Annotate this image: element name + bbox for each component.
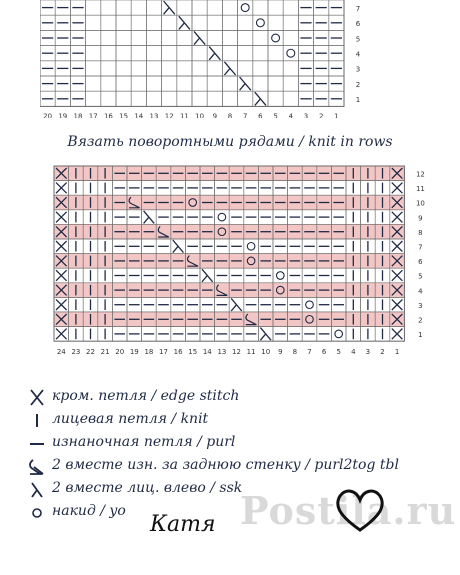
col-number: 1 <box>394 348 400 357</box>
legend-text: лицевая петля / knit <box>52 411 209 427</box>
legend-text: изнаночная петля / purl <box>52 434 236 450</box>
legend-row-knit <box>26 409 446 432</box>
edge-stitch-symbol <box>56 212 67 223</box>
row-number: 12 <box>415 170 425 179</box>
watermark: Postila.ru <box>240 488 457 533</box>
top-col-number: 5 <box>273 112 278 118</box>
col-number: 23 <box>71 348 81 357</box>
col-number: 3 <box>365 348 371 357</box>
ssk-symbol <box>231 298 242 311</box>
col-number: 22 <box>86 348 95 357</box>
edge-stitch-icon <box>26 386 48 409</box>
legend-row-edge-stitch <box>26 386 446 409</box>
heart-icon <box>330 486 390 536</box>
top-col-number: 15 <box>119 112 129 118</box>
top-chart <box>40 0 420 118</box>
ssk-symbol <box>173 240 184 253</box>
yo-icon <box>26 501 48 524</box>
ssk-icon <box>26 478 48 501</box>
row-number: 3 <box>418 301 423 310</box>
col-number: 6 <box>321 348 327 357</box>
grid-cell <box>302 297 317 312</box>
edge-stitch-symbol <box>392 299 403 310</box>
signature: Катя <box>150 512 216 537</box>
col-number: 18 <box>144 348 154 357</box>
top-col-number: 13 <box>149 112 159 118</box>
top-col-number: 2 <box>318 112 324 118</box>
top-row-number: 5 <box>355 35 361 44</box>
yo-symbol <box>218 213 226 221</box>
top-row-number: 1 <box>355 96 361 105</box>
top-col-number: 1 <box>334 112 339 118</box>
col-number: 17 <box>159 348 168 357</box>
ssk-symbol <box>260 328 271 341</box>
edge-stitch-symbol <box>56 241 67 252</box>
col-number: 12 <box>232 348 241 357</box>
col-number: 16 <box>173 348 183 357</box>
col-number: 5 <box>336 348 341 357</box>
legend-text: кром. петля / edge stitch <box>52 388 240 404</box>
legend-text: накид / yo <box>52 503 126 519</box>
top-col-number: 6 <box>258 112 263 118</box>
edge-stitch-symbol <box>392 183 403 194</box>
top-col-number: 10 <box>195 112 205 118</box>
row-number: 5 <box>418 272 423 281</box>
edge-stitch-symbol <box>56 183 67 194</box>
col-number: 21 <box>100 348 110 357</box>
edge-stitch-symbol <box>56 299 67 310</box>
col-number: 24 <box>56 348 66 357</box>
yo-symbol <box>277 272 285 280</box>
top-row-number: 6 <box>355 20 361 29</box>
col-number: 9 <box>278 348 283 357</box>
edge-stitch-symbol <box>56 270 67 281</box>
top-col-number: 20 <box>43 112 53 118</box>
top-row-number: 2 <box>355 80 361 89</box>
row-number: 2 <box>418 316 423 325</box>
chart-caption: Вязать поворотными рядами / knit in rows <box>67 134 393 150</box>
col-number: 10 <box>261 348 271 357</box>
top-col-number: 3 <box>303 112 309 118</box>
yo-symbol <box>335 330 343 338</box>
top-col-number: 17 <box>88 112 98 118</box>
purl2tog-tbl-icon <box>26 455 48 478</box>
top-col-number: 11 <box>179 112 189 118</box>
row-number: 10 <box>415 199 425 208</box>
col-number: 15 <box>188 348 198 357</box>
col-number: 19 <box>129 348 139 357</box>
col-number: 11 <box>246 348 256 357</box>
row-number: 7 <box>418 243 423 252</box>
row-number: 6 <box>418 258 423 267</box>
grid-cell <box>215 210 230 225</box>
edge-stitch-symbol <box>56 329 67 340</box>
col-number: 7 <box>307 348 312 357</box>
legend-row-purl <box>26 432 446 455</box>
grid-cell <box>331 327 346 342</box>
top-col-number: 7 <box>242 112 248 118</box>
edge-stitch-symbol <box>392 270 403 281</box>
legend-text: 2 вместе лиц. влево / ssk <box>52 480 243 496</box>
purl-icon <box>26 432 48 455</box>
top-col-number: 12 <box>164 112 174 118</box>
edge-stitch-symbol <box>392 241 403 252</box>
top-col-number: 16 <box>103 112 113 118</box>
ssk-symbol <box>144 211 155 224</box>
top-row-number: 4 <box>355 50 361 59</box>
grid-cell <box>273 268 288 283</box>
col-number: 20 <box>115 348 125 357</box>
top-col-number: 4 <box>288 112 294 118</box>
row-number: 1 <box>418 331 423 340</box>
top-row-number: 3 <box>355 65 361 74</box>
row-number: 8 <box>418 228 423 237</box>
top-row-number: 7 <box>355 4 361 13</box>
edge-stitch-symbol <box>392 329 403 340</box>
yo-symbol <box>306 301 314 309</box>
bottom-chart <box>40 162 440 364</box>
yo-symbol <box>247 243 255 251</box>
row-number: 4 <box>418 287 423 296</box>
row-number: 11 <box>415 185 425 194</box>
row-number: 9 <box>418 214 423 223</box>
knit-icon <box>26 409 48 432</box>
top-col-number: 14 <box>134 112 144 118</box>
col-number: 14 <box>202 348 212 357</box>
legend-text: 2 вместе изн. за заднюю стенку / purl2tog tbl <box>52 457 399 473</box>
col-number: 2 <box>380 348 385 357</box>
col-number: 13 <box>217 348 227 357</box>
edge-stitch-symbol <box>392 212 403 223</box>
legend-row-purl2tog-tbl <box>26 455 446 478</box>
top-col-number: 9 <box>212 112 218 118</box>
ssk-symbol <box>202 269 213 282</box>
top-col-number: 8 <box>227 112 233 118</box>
grid-cell <box>244 239 259 254</box>
col-number: 8 <box>292 348 298 357</box>
col-number: 4 <box>351 348 356 357</box>
top-col-number: 18 <box>73 112 83 118</box>
top-col-number: 19 <box>58 112 68 118</box>
